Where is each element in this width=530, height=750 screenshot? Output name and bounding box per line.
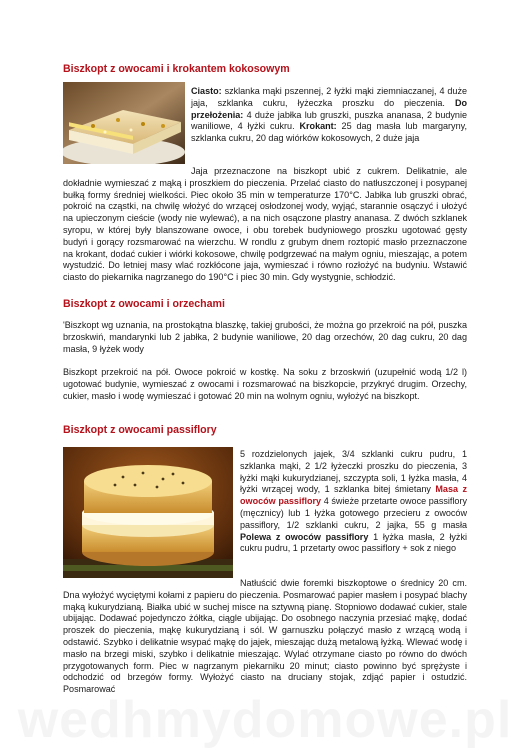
ciasto-label: Ciasto: bbox=[191, 86, 222, 96]
masa-label: Masa z owoców passiflory bbox=[240, 484, 467, 507]
przelozenia-label: Do przełożenia: bbox=[191, 97, 467, 120]
ciasto-text: szklanka mąki pszennej, 2 łyżki mąki ziemniaczanej, 4 duże jaja, szklanka cukru, łyżeczka proszku do pieczenia. bbox=[191, 86, 467, 108]
instructions-paragraph: Jaja przeznaczone na biszkopt ubić z cukrem. Delikatnie, ale dokładnie wymieszać z mąką i proszkiem do pieczenia. Przelać ciasto do natłuszczonej i posypanej bułką formy średniej wielkości. Piec około 35 min w temperaturze 170°C. Jabłka lub gruszki obrać, pokroić na cząstki, na chwilę włożyć do wrzącej osłodzonej wody, wyjąć, starannie osączyć i ułożyć na upieczonym cieście (wody nie wylewać), a na nich osączone plastry ananasa. Z dwóch szklanek syropu, w której były blanszowane owoce, i obu torebek budyniowego proszku ugotować gęsty budyń i gorący rozsmarować na wierzchu. W rondlu z grubym dnem roztopić masło przeznaczone na krokant, dodać cukier i wiórki kokosowe, chwilę podgrzewać na małym ogniu, mieszając, a potem wystudzić. Do letniej masy wlać rozkłócone jaja, wymieszać i równo rozłożyć na budyniu. Wstawić ciasto do piekarnika nagrzanego do 190°C i piec 30 min. Gdy wystygnie, schłodzić. bbox=[63, 166, 467, 283]
polewa-label: Polewa z owoców passiflory bbox=[240, 531, 369, 542]
ingredients-text: 5 rozdzielonych jajek, 3/4 szklanki cukru pudru, 1 szklanka mąki, 2 1/2 łyżeczki proszku do pieczenia, 3 łyżki mąki kukurydzianej, szczypta soli, 1 łyżka masła, 4 łyżki wrzącej wody, 1 szklanka bitej śmietany bbox=[240, 449, 467, 495]
polewa-text: 1 łyżka masła, 2 łyżki cukru pudru, 1 przetarty owoc passiflory + sok z niego bbox=[240, 531, 467, 554]
section-title: Biszkopt z owocami i krokantem kokosowym bbox=[63, 63, 290, 75]
watermark bbox=[0, 690, 530, 750]
section-title: Biszkopt z owocami passiflory bbox=[63, 424, 217, 436]
coconut-cake-photo bbox=[63, 82, 185, 164]
passionfruit-sponge-photo bbox=[63, 447, 233, 578]
przelozenia-text: 4 duże jabłka lub gruszki, puszka ananasa, 2 budynie waniliowe, 4 łyżki cukru. bbox=[191, 109, 467, 132]
instructions-paragraph: Natłuścić dwie foremki biszkoptowe o średnicy 20 cm. Dna wyłożyć wyciętymi kołami z papieru do pieczenia. Posmarować papier masłem i posypać blachy mąką kukurydzianą. Białka ubić w suchej misce na sztywną pianę. Stopniowo dodawać cukier, stale ubijając. Dodawać pojedynczo żółtka, ciągle ubijając. Do osobnego naczynia przesiać mąkę, dodać proszek do pieczenia, mąkę kukurydzianą i sól. W garnuszku połączyć masło z wrzącą wodą i odstawić. Szybko i delikatnie wsypać mąkę do jajek, mieszając dużą metalową łyżką. Wlewać wodę i masło na brzegi miski, szybko i delikatnie mieszając. Wylać otrzymane ciasto po równo do dwóch przygotowanych form. Piec w nagrzanym piekarniku 20 minut; ciasto powinno być sprężyste i odchodzić od brzegów formy. Wyłożyć ciasto na druciany stojak, zdjąć papier i ostudzić. Posmarować bbox=[63, 578, 467, 695]
krokant-text: 25 dag masła lub margaryny, szklanka cukru, 20 dag wiórków kokosowych, 2 duże jaja bbox=[191, 121, 467, 144]
ingredients-paragraph bbox=[191, 86, 467, 145]
ingredients-paragraph bbox=[240, 449, 467, 555]
masa-text: 4 świeże przetarte owoce passiflory (męcznicy) lub 1 łyżka gotowego przecieru z owoców passiflory, 1/2 szklanki cukru, 2 jajka, 55 g masła bbox=[240, 496, 467, 530]
section-title: Biszkopt z owocami i orzechami bbox=[63, 298, 225, 310]
instructions-paragraph: Biszkopt przekroić na pół. Owoce pokroić w kostkę. Na soku z brzoskwiń (uzupełnić wodą 1/2 l) ugotować budynie, wymieszać z owocami i rozsmarować na biszkopcie, przykryć drugim. Orzechy, cukier, masło i wodę wymieszać i gotować 20 min na wolnym ogniu, wyłożyć na biszkopt. bbox=[63, 367, 467, 401]
krokant-label: Krokant: bbox=[299, 121, 337, 132]
ingredients-paragraph: 'Biszkopt wg uznania, na prostokątna blaszkę, takiej grubości, że można go przekroić na pół, puszka brzoskwiń, mandarynki lub 2 jabłka, 2 budynie waniliowe, 20 dag orzechów, 20 dag cukru, 20 dag masła, 9 łyżek wody bbox=[63, 320, 467, 354]
